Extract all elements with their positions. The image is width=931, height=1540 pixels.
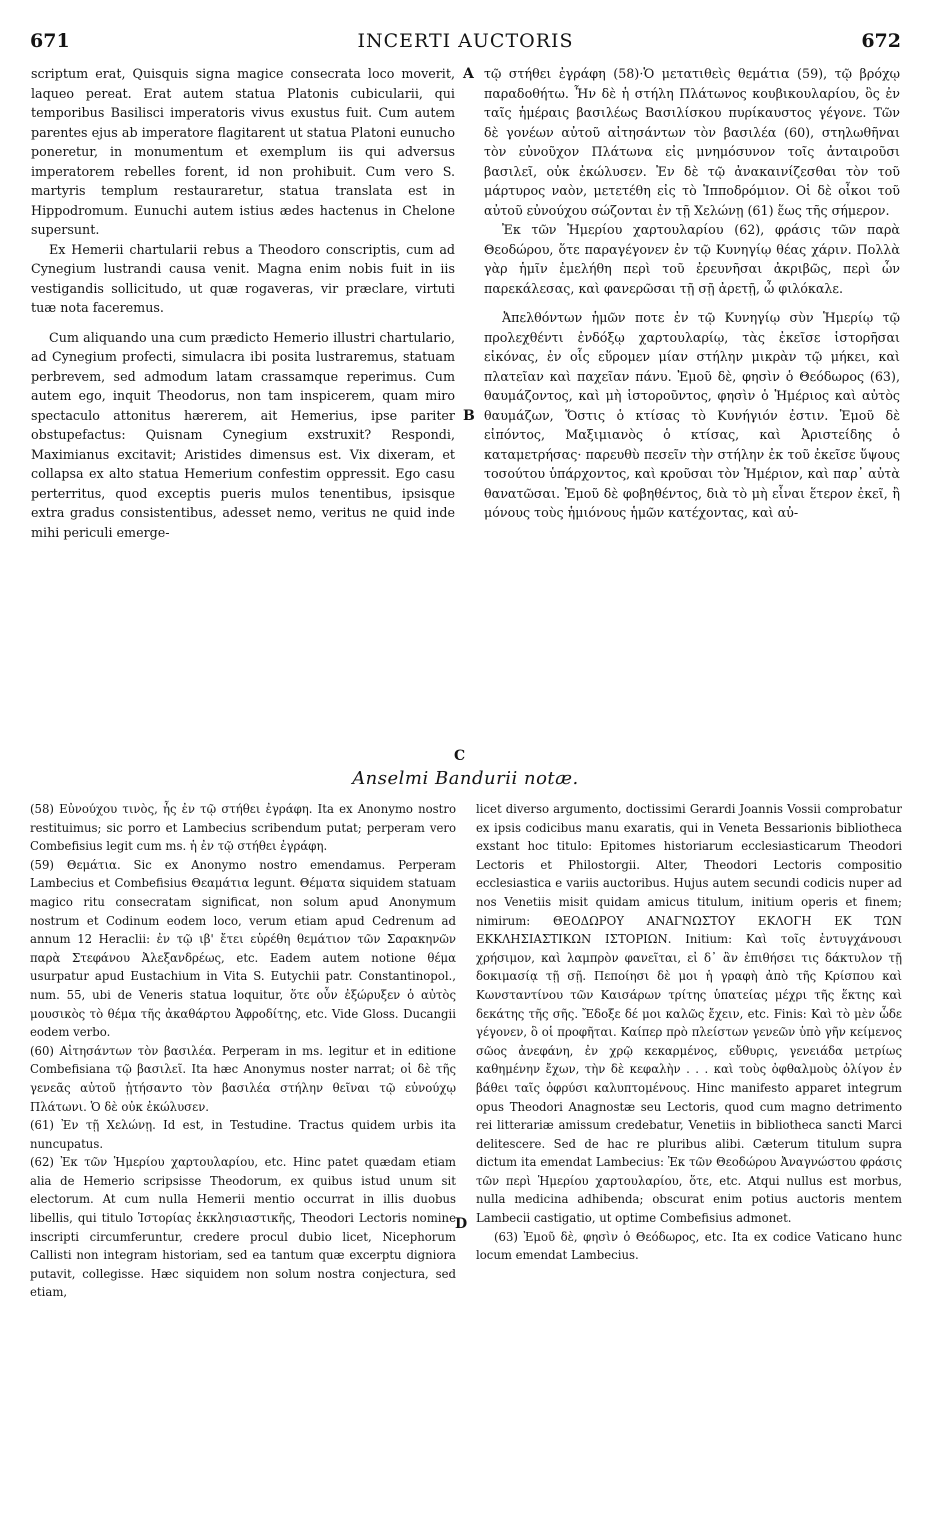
margin-marker-a: A: [463, 66, 474, 82]
left-page-number: 671: [30, 30, 70, 52]
margin-marker-c: C: [454, 748, 466, 764]
note-60: (60) Αἰτησάντων τὸν βασιλέα. Perperam in ms. legitur et in editione Combefisiana τῷ βασιλεῖ. Ita hæc Anonymus noster narrat; οἱ δὲ τῆς γενεᾶς αὐτοῦ ᾐτήσαντο τὸν βασιλέα στήλην θεῖναι τῷ εὐνούχῳ Πλάτωνι. Ὁ δὲ οὐκ ἐκώλυσεν.: [30, 1043, 456, 1114]
right-page-number: 672: [861, 30, 901, 52]
greek-paragraph-3: Ἀπελθόντων ἡμῶν ποτε ἐν τῷ Κυνηγίῳ σὺν Ἡμερίῳ τῷ προλεχθέντι ἐνδόξῳ χαρτουλαρίῳ, τὰς ἐκεῖσε ἱστορῆσαι εἰκόνας, ἐν οἷς εὕρομεν μίαν στήλην μικρὰν τῷ μήκει, καὶ πλατεῖαν καὶ παχεῖαν πάνυ. Ἐμοῦ δὲ, φησὶν ὁ Θεόδωρος (63), θαυμάζοντος, καὶ μὴ ἱστοροῦντος, φησὶν ὁ Ἡμέριος καὶ αὐτὸς θαυμάζων, Ὅστις ὁ κτίσας τὸ Κυνήγιόν ἐστιν. Ἐμοῦ δὲ εἰπόντος, Μαξιμιανὸς ὁ κτίσας, καὶ Ἀριστείδης ὁ καταμετρήσας· παρευθὺ πεσεῖν τὴν στήλην ἐκ τοῦ ἐκεῖσε ὕψους τοσούτου ὑπάρχοντος, καὶ κροῦσαι τὸν Ἡμέριον, καὶ παρ᾽ αὐτὰ θανατῶσαι. Ἐμοῦ δὲ φοβηθέντος, διὰ τὸ μὴ εἶναι ἕτερον ἐκεῖ, ἢ μόνους τοὺς ἡμιόνους ἡμῶν κατέχοντας, καὶ αὐ-: [484, 310, 900, 520]
latin-column: [31, 64, 455, 542]
note-63: (63) Ἐμοῦ δὲ, φησὶν ὁ Θεόδωρος, etc. Ita ex codice Vaticano hunc locum emendat Lambecius.: [476, 1229, 902, 1263]
greek-column: [484, 64, 900, 523]
note-58: (58) Εὐνούχου τινὸς, ἧς ἐν τῷ στήθει ἐγράφη. Ita ex Anonymo nostro restituimus; sic porro et Lambecius scribendum putat; perperam vero Combefisius legit cum ms. ἡ ἐν τῷ στήθει ἐγράφη.: [30, 802, 456, 854]
notes-left-column: [30, 800, 456, 1302]
latin-paragraph-2: Ex Hemerii chartularii rebus a Theodoro conscriptis, cum ad Cynegium lustrandi causa venit. Magna enim nobis fuit in iis vestigandis sollicitudo, ut quæ rogaveras, vir præclare, virtuti tuæ nota faceremus.: [31, 241, 455, 315]
notes-right-column: [476, 800, 902, 1265]
margin-marker-d: D: [455, 1216, 468, 1232]
greek-paragraph-2: Ἐκ τῶν Ἡμερίου χαρτουλαρίου (62), φράσις τῶν παρὰ Θεοδώρου, ὅτε παραγέγονεν ἐν τῷ Κυνηγίῳ θέας χάριν. Πολλὰ γὰρ ἡμῖν ἐμελήθη περὶ τοῦ ἐρευνῆσαι ἀκριβῶς, περὶ ὧν παρεκάλεσας, καὶ φανερῶσαι τῇ σῇ ἀρετῇ, ὦ φιλόκαλε.: [484, 222, 900, 296]
running-title: INCERTI AUCTORIS: [357, 30, 574, 52]
page-header: [30, 30, 901, 56]
note-59: (59) Θεμάτια. Sic ex Anonymo nostro emendamus. Perperam Lambecius et Combefisius Θεαμάτια legunt. Θέματα siquidem statuam magico ritu consecratam significat, non solum apud Anonymum nostrum et Codinum eodem loco, verum etiam apud Cedrenum ad annum 12 Heraclii: ἐν τῷ ιβ' ἔτει εὑρέθη θεμάτιον τῶν Σαρακηνῶν παρὰ Στεφάνου Ἀλεξανδρέως, etc. Eadem autem notione θέμα usurpatur apud Eustachium in Vita S. Eutychii patr. Constantinopol., num. 55, ubi de Veneris statua loquitur, ὅτε οὖν ἐξώρυξεν ὁ αὐτὸς μουσικὸς τὸ θέμα τῆς ἀκαθάρτου Ἀφροδίτης, etc. Vide Gloss. Ducangii eodem verbo.: [30, 857, 456, 1040]
note-62-continued: licet diverso argumento, doctissimi Gerardi Joannis Vossii comprobatur ex ipsis codicibus manu exaratis, qui in Veneta Bessarionis bibliotheca exstant hoc titulo: Epitomes historiarum ecclesiasticarum Theodori Lectoris et Philostorgii. Alter, Theodori Lectoris compositio ecclesiastica e variis auctoribus. Hujus autem secundi codicis nuper ad nos Venetiis misit quidam amicus titulum, initium operis et finem; nimirum: ΘΕΟΔΩΡΟΥ ΑΝΑΓΝΩΣΤΟΥ ΕΚΛΟΓΗ ΕΚ ΤΩΝ ΕΚΚΛΗΣΙΑΣΤΙΚΩΝ ΙΣΤΟΡΙΩΝ. Initium: Καὶ τοῖς ἐντυγχάνουσι χρήσιμον, καὶ λαμπρὸν φανεῖται, εἰ δ᾽ ἂν ἐπιθήσει τις δάκτυλον τῇ δοκιμασίᾳ τῇ σῇ. Πεποίησι δὲ μοι ἡ γραφὴ ἀπὸ τῆς Κρίσπου καὶ Κωνσταντίνου τῶν Καισάρων τρίτης ὑπατείας μέχρι τῆς ἕκτης καὶ δεκάτης τῆς σῆς. Ἔδοξε δέ μοι καλῶς ἔχειν, etc. Finis: Καὶ τὸ μὲν ὧδε γέγονεν, ὃ οἱ προφῆται. Καίπερ πρὸ πλείστων γενεῶν ὑπὸ γῆν κείμενος σῶος ἀνεφάνη, ἐν χρῷ κεκαρμένος, εὔθυρις, γενειάδα μετρίως καθημένην ἔχων, τὴν δὲ κεφαλὴν . . . καὶ τοὺς ὀφθαλμοὺς ὀλίγον ἐν βάθει ταῖς ὀφρύσι καλυπτομένους. Hinc manifesto apparet integrum opus Theodori Anagnostæ seu Lectoris, quod cum magno detrimento rei litterariæ amissum credebatur, Venetiis in bibliotheca sancti Marci delitescere. Sed de hac re pluribus alibi. Cæterum titulum supra dictum ita emendat Lambecius: Ἐκ τῶν Θεοδώρου Ἀναγνώστου φράσις τῶν περὶ Ἡμερίου χαρτουλαρίου, ὅτε, etc. Atqui nullus est morbus, nulla medicina adhibenda; obscurat enim potius auctoris mentem Lambecii castigatio, ut optime Combefisius admonet.: [476, 802, 902, 1226]
note-62: (62) Ἐκ τῶν Ἡμερίου χαρτουλαρίου, etc. Hinc patet quædam etiam alia de Hemerio scripsisse Theodorum, ex quibus istud unum sit electorum. At cum nulla Hemerii mentio occurrat in illis duobus libellis, qui titulo Ἱστορίας ἐκκλησιαστικῆς, Theodori Lectoris nomine inscripti circumferuntur, credere procul dubio licet, Nicephorum Callisti non integram historiam, sed ea tantum quæ excerptu digniora putavit, collegisse. Hæc siquidem non solum nostra conjectura, sed etiam,: [30, 1155, 456, 1300]
latin-paragraph-1: scriptum erat, Quisquis signa magice consecrata loco moverit, laqueo pereat. Erat autem statua Platonis cubicularii, qui temporibus Basilisci imperatoris vivus exustus fuit. Cum autem parentes ejus ab imperatore flagitarent ut statua Platoni eunucho poneretur, in monumentum et exemplum iis qui adversus imperatorem rebelles forent, id non prohibuit. Cum vero S. martyris templum restauraretur, statua translata est in Hippodromum. Eunuchi autem istius ædes hactenus in Chelone supersunt.: [31, 66, 455, 237]
greek-paragraph-1: τῷ στήθει ἐγράφη (58)·Ὁ μετατιθεὶς θεμάτια (59), τῷ βρόχῳ παραδοθήτω. Ἦν δὲ ἡ στήλη Πλάτωνος κουβικουλαρίου, ὃς ἐν ταῖς ἡμέραις βασιλέως Βασιλίσκου πυρίκαυστος γέγονε. Τῶν δὲ γονέων αὐτοῦ αἰτησάντων τὸν βασιλέα (60), στηλωθῆναι τὸν εὐνοῦχον Πλάτωνα εἰς μνημόσυνον τοῖς ἀνταιροῦσι βασιλεῖ, οὐκ ἐκώλυσεν. Ἐν δὲ τῷ ἀνακαινίζεσθαι τὸν τοῦ μάρτυρος ναὸν, μετετέθη εἰς τὸ Ἱπποδρόμιον. Οἱ δὲ οἶκοι τοῦ αὐτοῦ εὐνούχου σώζονται ἐν τῇ Χελώνῃ (61) ἕως τῆς σήμερον.: [484, 66, 900, 218]
latin-paragraph-3: Cum aliquando una cum prædicto Hemerio illustri chartulario, ad Cynegium profecti, simulacra ibi posita lustraremus, statuam perbrevem, sed admodum latam crassamque reperimus. Cum autem ego, inquit Theodorus, non tam inspicerem, quam miro spectaculo attonitus hærerem, ait Hemerius, ipse pariter obstupefactus: Quisnam Cynegium exstruxit? Respondi, Maximianus excitavit; Aristides dimensus est. Vix dixeram, et collapsa ex alto statua Hemerium confestim oppressit. Ego casu perterritus, quod exceptis pueris mulos tenentibus, ipsisque extra gradus consistentibus, adesset nemo, veritus ne quid inde mihi periculi emerge-: [31, 329, 455, 540]
margin-marker-b: B: [463, 408, 475, 424]
notes-title: Anselmi Bandurii notæ.: [352, 768, 579, 789]
note-61: (61) Ἐν τῇ Χελώνῃ. Id est, in Testudine. Tractus quidem urbis ita nuncupatus.: [30, 1118, 456, 1151]
